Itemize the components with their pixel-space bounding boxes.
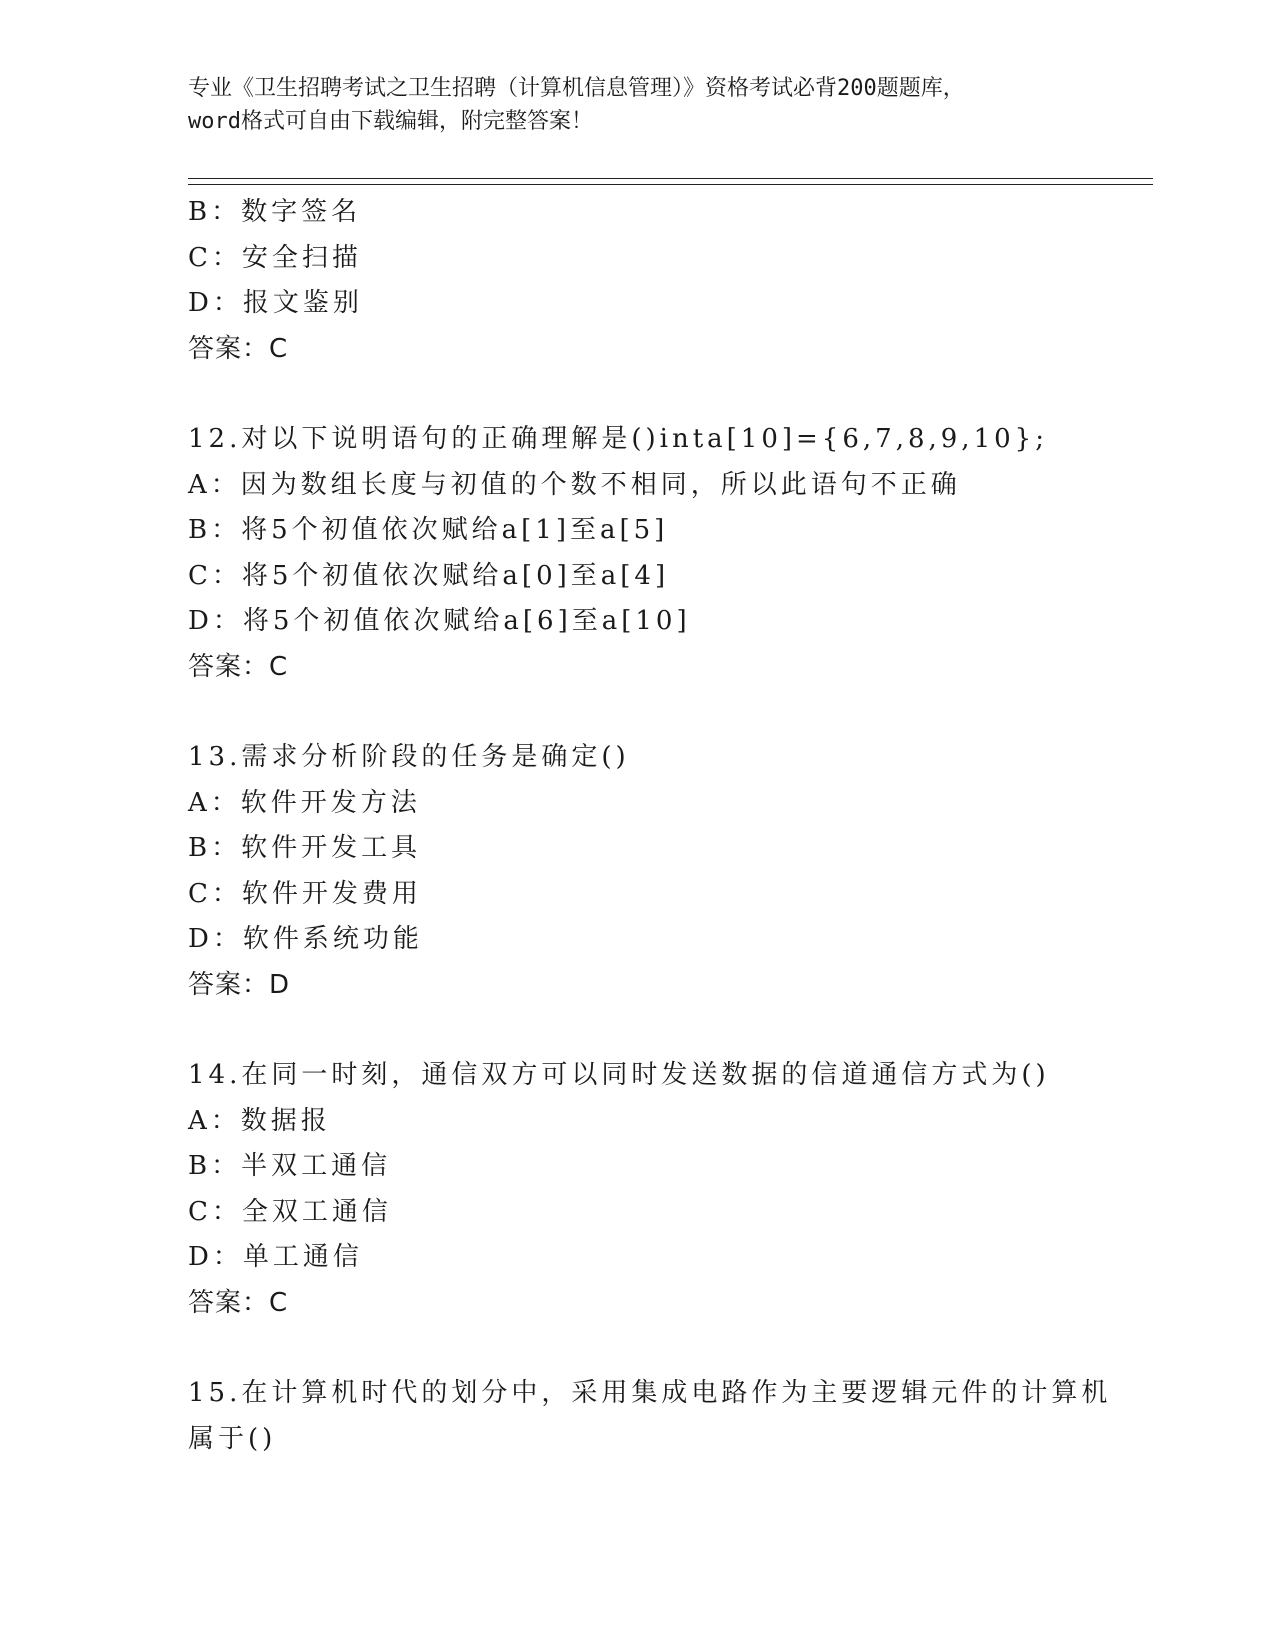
option-b: B：半双工通信	[188, 1151, 392, 1181]
question-block-11-partial	[188, 190, 1088, 372]
spacer	[188, 1326, 1088, 1371]
spacer	[188, 372, 1088, 417]
header-title-line-1: 专业《卫生招聘考试之卫生招聘（计算机信息管理）》资格考试必背200题题库，	[188, 76, 965, 101]
answer-line: 答案：C	[188, 651, 289, 682]
option-a: A：数据报	[188, 1105, 331, 1136]
option-c: C：将5个初值依次赋给a[0]至a[4]	[188, 560, 670, 591]
question-block-15	[188, 1371, 1112, 1462]
option-c: C：全双工通信	[188, 1196, 392, 1227]
question-stem: 13.需求分析阶段的任务是确定()	[188, 742, 630, 772]
option-b: B：数字签名	[188, 197, 362, 227]
question-stem: 12.对以下说明语句的正确理解是()inta[10]={6,7,8,9,10};	[188, 424, 1048, 454]
option-c: C：安全扫描	[188, 242, 362, 273]
option-c: C：软件开发费用	[188, 878, 422, 909]
header-divider-bottom	[188, 184, 1153, 185]
document-header	[188, 72, 1088, 138]
option-d: D：将5个初值依次赋给a[6]至a[10]	[188, 606, 691, 636]
question-list	[188, 190, 1112, 1462]
spacer	[188, 1008, 1088, 1053]
question-block-13	[188, 735, 1088, 1008]
option-b: B：软件开发工具	[188, 833, 422, 863]
option-d: D：软件系统功能	[188, 924, 423, 954]
header-title-line-2: word格式可自由下载编辑，附完整答案！	[188, 109, 593, 134]
answer-line: 答案：D	[188, 969, 291, 1000]
option-b: B：将5个初值依次赋给a[1]至a[5]	[188, 515, 669, 545]
option-d: D：单工通信	[188, 1242, 363, 1272]
option-d: D：报文鉴别	[188, 288, 363, 318]
option-a: A：软件开发方法	[188, 787, 421, 818]
question-block-12	[188, 417, 1088, 690]
question-stem-line-2: 属于()	[188, 1423, 277, 1454]
question-stem: 14.在同一时刻，通信双方可以同时发送数据的信道通信方式为()	[188, 1060, 1050, 1090]
header-divider-top	[188, 178, 1153, 179]
question-stem-line-1: 15.在计算机时代的划分中，采用集成电路作为主要逻辑元件的计算机	[188, 1378, 1112, 1408]
spacer	[188, 690, 1088, 735]
option-a: A：因为数组长度与初值的个数不相同，所以此语句不正确	[188, 469, 961, 500]
answer-line: 答案：C	[188, 333, 289, 364]
question-block-14	[188, 1053, 1088, 1326]
answer-line: 答案：C	[188, 1287, 289, 1318]
